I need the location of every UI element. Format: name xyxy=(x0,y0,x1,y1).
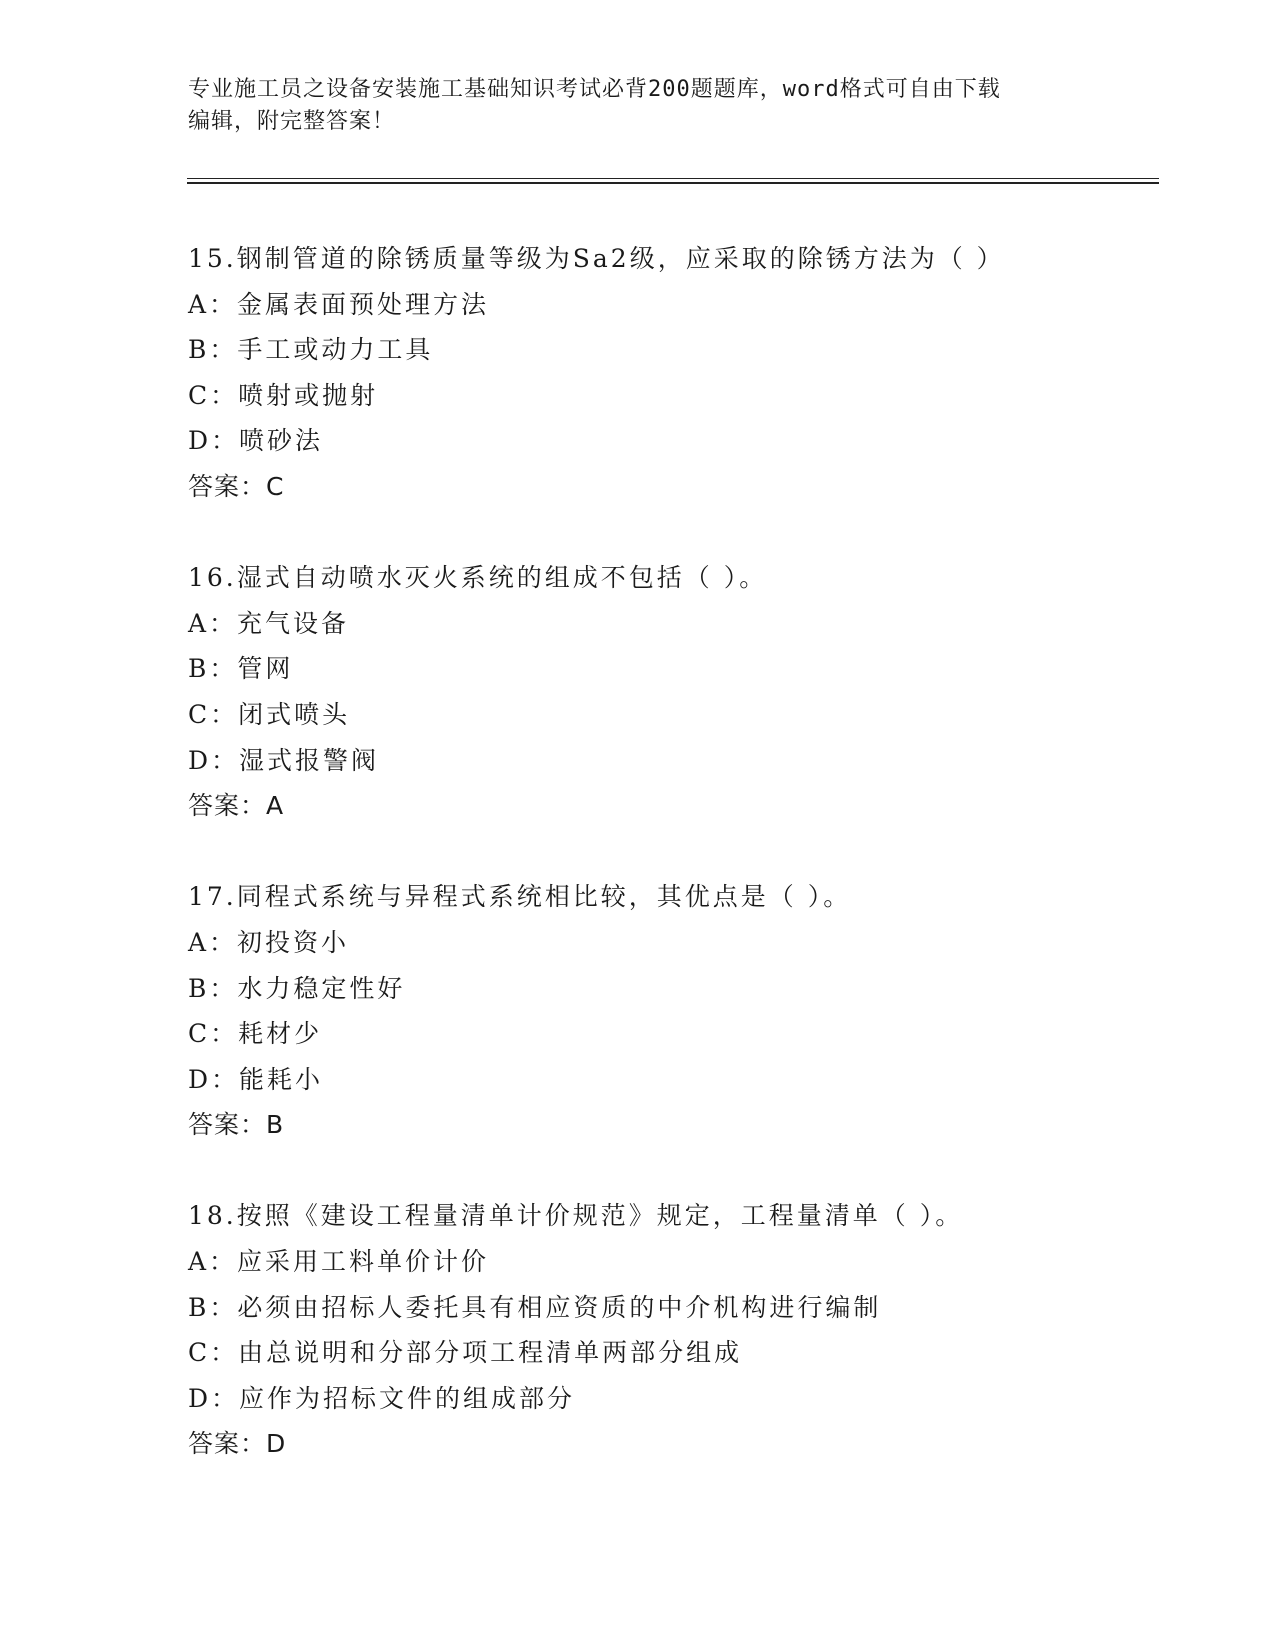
option-d: D：湿式报警阀 xyxy=(188,745,380,775)
question-list xyxy=(188,236,1188,1467)
option-d: D：应作为招标文件的组成部分 xyxy=(188,1383,576,1413)
question-17 xyxy=(188,874,1188,1148)
option-a: A：初投资小 xyxy=(188,927,350,957)
question-stem: 16.湿式自动喷水灭火系统的组成不包括（ ）。 xyxy=(188,563,768,593)
option-c: C：耗材少 xyxy=(188,1019,323,1049)
option-c: C：闭式喷头 xyxy=(188,699,351,729)
option-a: A：金属表面预处理方法 xyxy=(188,289,490,319)
question-stem: 17.同程式系统与异程式系统相比较，其优点是（ ）。 xyxy=(188,882,852,912)
document-header xyxy=(188,74,1088,138)
option-b: B：必须由招标人委托具有相应资质的中介机构进行编制 xyxy=(188,1292,882,1322)
option-c: C：由总说明和分部分项工程清单两部分组成 xyxy=(188,1338,743,1368)
answer: 答案：A xyxy=(188,791,285,821)
header-divider-top xyxy=(187,178,1159,179)
option-d: D：能耗小 xyxy=(188,1064,324,1094)
question-18 xyxy=(188,1193,1188,1467)
answer: 答案：D xyxy=(188,1429,287,1459)
header-line-2: 编辑，附完整答案！ xyxy=(188,109,396,134)
question-15 xyxy=(188,236,1188,510)
question-stem: 18.按照《建设工程量清单计价规范》规定，工程量清单（ ）。 xyxy=(188,1201,964,1231)
header-line-1: 专业施工员之设备安装施工基础知识考试必背200题题库，word格式可自由下载 xyxy=(188,77,1001,102)
option-c: C：喷射或抛射 xyxy=(188,380,379,410)
option-b: B：管网 xyxy=(188,654,294,684)
header-divider-bottom xyxy=(187,182,1159,184)
question-16 xyxy=(188,555,1188,829)
answer: 答案：B xyxy=(188,1110,285,1140)
option-a: A：充气设备 xyxy=(188,608,350,638)
question-stem: 15.钢制管道的除锈质量等级为Sa2级，应采取的除锈方法为（ ） xyxy=(188,244,1005,273)
answer: 答案：C xyxy=(188,471,285,501)
option-b: B：水力稳定性好 xyxy=(188,973,406,1003)
option-b: B：手工或动力工具 xyxy=(188,335,434,365)
option-a: A：应采用工料单价计价 xyxy=(188,1247,490,1277)
option-d: D：喷砂法 xyxy=(188,426,324,456)
